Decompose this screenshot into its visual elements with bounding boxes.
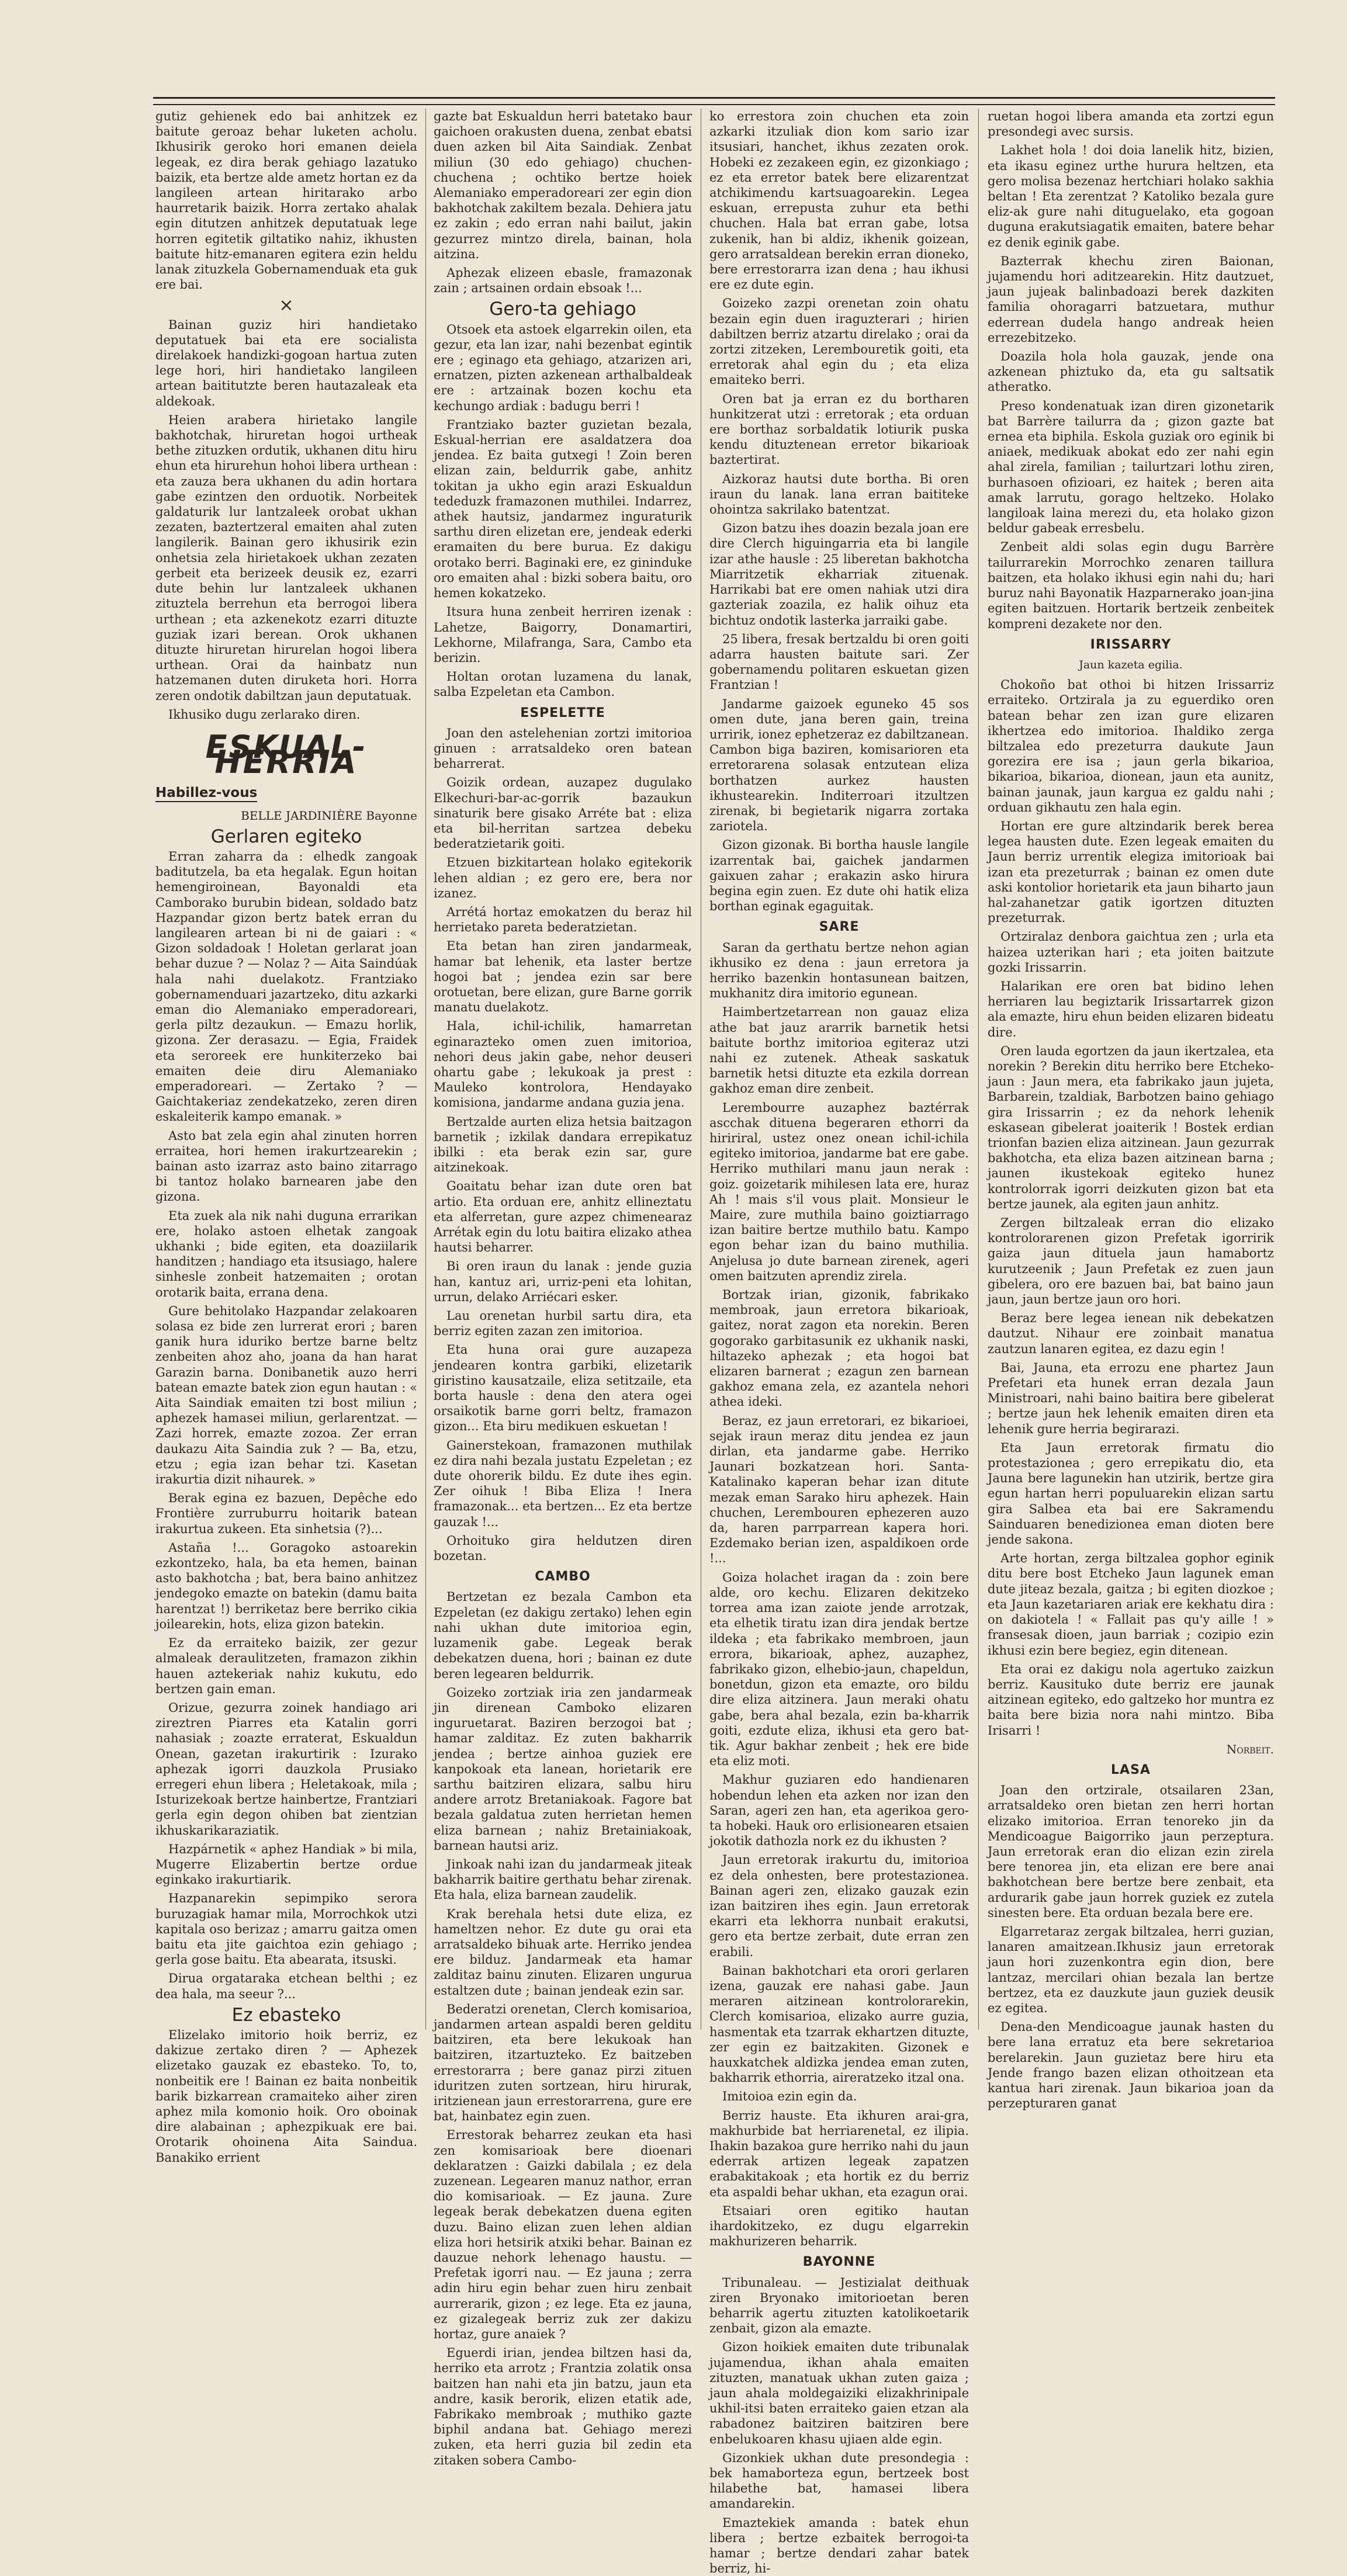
- column-1: [155, 109, 417, 2165]
- paragraph: Joan den astelehenian zortzi imitorioa ginuen : arratsaldeko oren batean beharrerat.: [434, 726, 692, 771]
- paragraph: Preso kondenatuak izan diren gizonetarik bat Barrère tailurra da ; gizon gazte bat ernea eta biphila. Eskola guziak oro eginik bi aniaek, medikuak abokat edo zer nahi egin ahal zirela, familian ; tailurtzari lothu ziren, burhasoen ofizioari, ez haitek ; beren aita amak larrutu, gorago heltzeko. Holako langiloak laina merezi du, eta holako gizon beldur gabeak erresbelu.: [988, 398, 1274, 536]
- paragraph: Eta Jaun erretorak firmatu dio protestazionea ; gero errepikatu dio, eta Jauna bere lagunekin han utzirik, bertze gira egun hartan herri populuarekin elizan sartu gira Salbea eta bai ere Sakramendu Sainduaren benedizionea eman dioten bere jende sakona.: [988, 1440, 1274, 1547]
- paragraph: gutiz gehienek edo bai anhitzek ez baitute geroaz behar luketen acholu. Ikhusirik geroko hori emanen deiela legeak, ez dira berak gehiago lazatuko baizik, eta bertze alde ametz hortan ez da langileen artean hiritarako arbo haurretarik baizik. Horra zertako ahalak egin ditutzen anhitzek deputatuak lege horren egitetik giltatiko nahiz, ikhusten baitute hitz-emanaren egitera ezin heldu lanak zituzkela Gobernamenduak eta guk ere bai.: [155, 109, 417, 292]
- paragraph: 25 libera, fresak bertzaldu bi oren goiti adarra hausten baitute sari. Zer gobernamendu politaren eskuetan gizen Frantzian !: [709, 632, 969, 692]
- paragraph: Ortziralaz denbora gaichtua zen ; urla eta haizea uzterikan hari ; eta joiten baitzute gozki Irissarrin.: [988, 930, 1274, 975]
- paragraph: Ikhusiko dugu zerlarako diren.: [168, 707, 361, 722]
- masthead-title: ESKUAL-HERRIA: [205, 728, 368, 781]
- paragraph: Haimbertzetarrean non gauaz eliza athe bat jauz ararrik barnetik hetsi baitute borthz imitorioa egiteraz utzi nahi ez zutenek. Atheak saskatuk barnetik hetsi dituzte eta ezkila dorrean gakhoz eman dire zenbeit.: [709, 1005, 969, 1096]
- section-heading: IRISSARRY: [1090, 637, 1172, 652]
- section-heading: LASA: [1111, 1762, 1151, 1777]
- column-4: [988, 109, 1275, 2111]
- column-divider: [425, 109, 426, 2030]
- paragraph: Heien arabera hirietako langile bakhotchak, hiruretan hogoi urtheak bethe zituzken ordutik, ukhanen ditu hiru ehun eta hirurehun hohoi libera urthean : eta zauza bera ukhanen du adin hortara gabe ezintzen den orduotik. Norbeitek galdaturik lur lantzaleek orobat ukhan zezaten, baztertzeral emaiten ahal zuten langilerik. Bainan gero ikhusirik ezin onhetsia zela hirietakoek ukhan zezaten gerbeit eta berizeek deusik ez, ezarri dute behin lur lantzaleek ukhanen zituztela berrehun eta berrogoi libera urthean ; eta azkenekotz ezarri dituzte guziak izari berean. Orok ukhanen dituzte hiruretan hirurelan hogoi libera urthean. Orai da hainbatz nun hatzemanen duten diruketa hori. Horra zeren ondotik dabiltzan jaun deputatuak.: [155, 412, 417, 703]
- paragraph: gazte bat Eskualdun herri batetako baur gaichoen orakusten duena, zenbat ebatsi duen azken bil Aita Saindiak. Zenbat miliun (30 edo gehiago) chuchen-chuchena ; ochtiko bertze hoiek Alemaniako emperadoreari zer egin dion bakhotchak zakiltem bezala. Dehiera jatu ez zakin ; edo erran nahi bailut, jakin gezurrez mintzo direla, bainan, hola aitzina.: [434, 109, 692, 261]
- paragraph: Bertzalde aurten eliza hetsia baitzagon barnetik ; izkilak dandara errepikatuz ibilki : eta berak ezin sar, gure aitzinekoak.: [434, 1114, 692, 1175]
- paragraph: Jaun erretorak irakurtu du, imitorioa ez dela onhesten, bere protestazionea. Bainan ageri zen, elizako gauzak ezin izan baitziren ihes egin. Jaun erretorak ekarri eta lekhorra nunbait erakutsi, gero eta bertze zerbait, dute erran zen erabili.: [709, 1853, 969, 1959]
- paragraph: Gizon hoikiek emaiten dute tribunalak jujamendua, ikhan ahala emaiten zituzten, manatuak ukhan zuten gaiza ; jaun ahala moldegaiziki elizakhrinipale ukhil-itsi baten erraiteko gaien etzan ala rabadonez baitziren baitziren bere enbelukoaren khasu ujiaen alde egin.: [709, 2340, 969, 2446]
- paragraph: Lerembourre auzaphez baztérrak ascchak dituena begeraren ethorri da hiririral, ustez onez onean ichil-ichila egiteko imitorioa, jandarme bat ere gabe. Herriko muthilari manu jaun nerak : goiz. goizetarik mihilesen lata ere, huraz Ah ! mais s'il vous plait. Monsieur le Maire, zure muthila baino goiztiarrago izan baitire bertze muthilo batu. Kampo egon behar izan du baino muthilia. Anjelusa jo dute barnean zirenek, ageri omen baitzuten aprendiz zirela.: [709, 1100, 969, 1283]
- paragraph: Lau orenetan hurbil sartu dira, eta berriz egiten zazan zen imitorioa.: [434, 1309, 692, 1339]
- paragraph: Emaztekiek amanda : batek ehun libera ; bertze ezbaitek berrogoi-ta hamar ; bertze dendari zahar batek berriz, hi-: [709, 2515, 969, 2576]
- paragraph: Otsoek eta astoek elgarrekin oilen, eta gezur, eta lan izar, nahi bezenbat egintik ere ; eginago eta gehiago, atzarizen ari, ernatzen, pizten azkenean arthalbaldeak ere : artzainak bozen kochu eta kechungo ardiak : badugu berri !: [434, 322, 692, 413]
- paragraph: Zergen biltzaleak erran dio elizako kontrolorarenen gizon Prefetak igorririk gaiza jaun dituela jaun hamabortz kurutzeenik ; Jaun Prefetak ez zuen jaun gibelera, oro ere bazuen bai, bat baino jaun jaun, jaun bertze jaun oro hori.: [988, 1216, 1274, 1307]
- paragraph: Goizeko zazpi orenetan zoin ohatu bezain egin duen iraguzterari ; hirien dabiltzen berriz atzartu direlako ; orai da zortzi zitzeken, Lerembouretik goiti, eta erretorak ahal egin du ; eta eliza emaiteko berri.: [709, 296, 969, 387]
- paragraph: Holtan orotan luzamena du lanak, salba Ezpeletan eta Cambon.: [434, 670, 692, 699]
- paragraph: Hortan ere gure altzindarik berek berea legea hausten dute. Ezen legeak emaiten du Jaun berriz urrentik elegiza imitorioak bai izan eta prezeturrak ; bainan ez omen dute aski kontolior horietarik eta jaun biharto jaun hal-zahanetzar gatik igortzen dituzten prezeturrak.: [988, 819, 1274, 925]
- paragraph: Tribunaleau. — Jestizialat deithuak ziren Bryonako imitorioetan beren beharrik agertu zituzten katolikoetarik zenbait, gizon ala emazte.: [709, 2275, 969, 2336]
- paragraph: Doazila hola hola gauzak, jende ona azkenean phiztuko da, eta gu saltsatik atheratko.: [988, 349, 1274, 394]
- paragraph: Jinkoak nahi izan du jandarmeak jiteak bakharrik baitire gerthatu behar zirenak. Eta hala, eliza barnean zaudelik.: [434, 1857, 692, 1902]
- paragraph: Astaña !... Goragoko astoarekin ezkontzeko, hala, ba eta hemen, bainan asto bakhotcha ; bat, bera baino anhitzez jendegoko emazte on batekin (damu baita harentzat !) berriketaz bere berriko cikia joilearekin, hots, eliza gizon batekin.: [155, 1540, 417, 1631]
- paragraph: Krak berehala hetsi dute eliza, ez hameltzen nehor. Ez dute gu orai eta arratsaldeko bihuak arte. Herriko jendea ere bilduz. Jandarmeak eta hamar zalditaz bainu zinuten. Elizaren ungurua estaltzen dute ; bainan jendeak ezin sar.: [434, 1906, 692, 1998]
- top-rule: [153, 97, 1275, 99]
- article-heading: Ez ebasteko: [231, 2004, 341, 2026]
- paragraph: Bazterrak khechu ziren Baionan, jujamendu hori aditzearekin. Hitz dautzuet, jaun jujeak balinbadoazi berek dazkiten familia ohoragarri batzuetara, muthur ederrean dudela hango andreak heien errezebitzeko.: [988, 254, 1274, 345]
- section-subheading: Jaun kazeta egilia.: [1079, 658, 1183, 671]
- section-heading: ESPELETTE: [520, 705, 605, 720]
- paragraph: Dirua orgataraka etchean belthi ; ez dea hala, ma seeur ?...: [155, 1971, 417, 2001]
- paragraph: Erran zaharra da : elhedk zangoak baditutzela, ba eta hegalak. Egun hoitan hemengiroinean, Bayonaldi eta Camborako burubin bidean, soldado batz Hazpandar gizon bertz batek erran du langilearen artean bi ni de gaiari : « Gizon soldadoak ! Holetan gerlarat joan behar duzue ? — Nolaz ? — Aita Saindúak hala nahi duelakotz. Frantziako gobernamenduari jazartzeko, ditu azkarki eman dio Alemaniako emperadoreari, gerla piltz dezaukun. — Emazu horlik, gizona. Zer derasazu. — Egia, Fraidek eta seroreek ere hunkiterzeko bai emaiten deie diru Alemaniako emperadoreari. — Zertako ? — Gaichtakeriaz zendekatzeko, zeren diren eskaleiterik kampo emanak. »: [155, 849, 417, 1124]
- paragraph: Bortzak irian, gizonik, fabrikako membroak, jaun erretora bikarioak, gaitez, norat zagon eta norekin. Beren gogorako garbitasunik ez ukhanik naski, hiltazeko aphezak ; eta hogoi bat elizaren barnerat ; ezagun zen barnean gakhoz emana zela, ez azantela nehori athea ideki.: [709, 1288, 969, 1409]
- article-heading: Gerlaren egiteko: [210, 826, 362, 847]
- paragraph: Goizeko zortziak iria zen jandarmeak jin direnean Camboko elizaren inguruetarat. Baziren berzogoi bat ; hamar zalditaz. Ez zuten bakharrik jendea ; bertze ainhoa guziek ere kanpokoak eta lanean, horietarik ere sarthu baitziren elizara, salbu hiru andere arrotz Bretaniakoak. Fagore bat bezala galdatua zuten herrietan hemen eliza barnean ; nahiz Bretainiakoak, barnean hautsi ariz.: [434, 1685, 692, 1853]
- paragraph: Orhoituko gira heldutzen diren bozetan.: [434, 1533, 692, 1563]
- paragraph: Lakhet hola ! doi doia lanelik hitz, bizien, eta ikasu eginez urthe hurura heltzen, eta gero molisa bezenaz hertchiari holako sakhia beltan ! Eta zerentzat ? Katoliko bezala gure eliz-ak gure nahi dituguelako, eta gogoan duguna erakutsiagatik emaiten, batere behar ez denik eginik gabe.: [988, 143, 1274, 249]
- paragraph: Berak egina ez bazuen, Depêche edo Frontière zurruburru hoitarik batean irakurtua zukeen. Eta sinhetsia (?)...: [155, 1491, 417, 1536]
- paragraph: Elgarretaraz zergak biltzalea, herri guzian, lanaren amaitzean.Ikhusiz jaun erretorak jaun hori zuzenkontra egin dion, bere lantzaz, mercilari ohian bezala lan bertze bertzez, eta ez dauzkute jaun guziek deusik ez egitea.: [988, 1924, 1274, 2015]
- advert-byline: BELLE JARDINIÈRE Bayonne: [241, 808, 417, 823]
- column-3: [709, 109, 969, 2576]
- paragraph: Eguerdi irian, jendea biltzen hasi da, herriko eta arrotz ; Frantzia zolatik onsa baitzen han nahi eta jin batzu, jaun eta andre, kasik berorik, elizen etatik ade, Fabrikako membroak ; muthiko gazte biphil andana bat. Gehiago merezi zuken, eta herri guzia bil zedin eta zitaken sobera Cambo-: [434, 2346, 692, 2467]
- top-rule-thin: [153, 104, 1275, 105]
- paragraph: Etzuen bizkitartean holako egitekorik lehen aldian ; ez gero ere, bera nor izanez.: [434, 855, 692, 900]
- cross-separator: ×: [279, 295, 294, 316]
- column-2: [434, 109, 692, 2467]
- paragraph: Zenbeit aldi solas egin dugu Barrère tailurrarekin Morrochko zenaren taillura baitzen, eta holako ikhusi egin nahi du; hari buruz nahi Bayonatik Hazparnerako joan-jina egiten baitzuen. Hortarik bertzeik zenbeitek kompreni dezakete nor den.: [988, 540, 1274, 631]
- paragraph: Saran da gerthatu bertze nehon agian ikhusiko ez dena : jaun erretora ja herriko bazenkin hontasunean baitzen, mukhanitz dira imitorio egunean.: [709, 940, 969, 1001]
- paragraph: Eta orai ez dakigu nola agertuko zaizkun berriz. Kausituko dute berriz ere jaunak aitzinean egiteko, edo galtzeko hor muntra ez baita bere bizia nora nahi mintzo. Biba Irisarri !: [988, 1662, 1274, 1738]
- paragraph: Goiza holachet iragan da : zoin bere alde, oro kechu. Elizaren dekitzeko torrea ama izan zaiote jende arrotzak, eta elhetik tiratu izan dira jendak bertze ildeka ; eta fabrikako membroen, jaun errora, bikarioak, aphez, auzaphez, fabrikako gizon, elhebio-jaun, chapeldun, bonetdun, gizon eta emazte, oro bildu dire eliza aitzinera. Jaun meraki ohatu gabe, bera ahal bezala, ezin ba-kharrik goiti, ezdute eliza, ikhusi eta gero bat-tik. Agur bakhar zenbeit ; hek ere bide eta eliz moti.: [709, 1570, 969, 1769]
- paragraph: Elizelako imitorio hoik berriz, ez dakizue zertako diren ? — Aphezek elizetako gauzak ez ebasteko. To, to, nonbeitik ere ! Bainan ez baita nonbeitik barik bizkarrean cramaiteko aiher ziren aphez mila komonio hoik. Oro oboinak dire alabainan ; aphezpikuak ere bai. Orotarik ohoinena Aita Saindua. Banakiko errient: [155, 2027, 417, 2165]
- paragraph: Oren bat ja erran ez du bortharen hunkitzerat utzi : erretorak ; eta orduan ere borthaz sorbaldatik lotiurik puska kendu dituztenean erretor bikarioak baztertirat.: [709, 391, 969, 467]
- paragraph: Arte hortan, zerga biltzalea gophor eginik ditu bere bost Etcheko Jaun lagunek eman dute jiteaz bezala, gaitza ; bi egiten diozkoe ; eta Jaun kazetariaren ariak ere kekhatu dira : on dakiotela ! « Fallait pas qu'y aille ! » fransesak dioen, jaun barriak ; cozipio ezin ikhusi ezin bere begiez, egin ditenean.: [988, 1551, 1274, 1658]
- paragraph: Imitoioa ezin egin da.: [722, 2089, 857, 2104]
- paragraph: Bai, Jauna, eta errozu ene phartez Jaun Prefetari eta hunek erran dezala Jaun Ministroari, nahi baino baitira bere gibelerat ; bertze jaun hek lehenik emaiten diren eta lehenik gure herria begirarazi.: [988, 1360, 1274, 1436]
- paragraph: Bederatzi orenetan, Clerch komisarioa, jandarmen artean aspaldi beren gelditu baitziren, eta bere lekukoak han baitziren, itzartuzteko. Ez baitzeben errestorarra ; bere ganaz pirzi zituen iduritzen zuten sortzean, hiru hirurak, iritzienean jaun errestorarrena, gure ere bat, hainbatez egin zuen.: [434, 2002, 692, 2124]
- paragraph: Halarikan ere oren bat bidino lehen herriaren lau begiztarik Irissartarrek gizon ala emazte, hiru ehun beiden elizaren bideatu dire.: [988, 979, 1275, 1039]
- paragraph: Frantziako bazter guzietan bezala, Eskual-herrian ere asaldatzera doa jendea. Ez baita gutxegi ! Zoin beren elizan zain, beldurrik gabe, anhitz tokitan ja ukho egin arazi Eskualdun tededuzk framazonen muthilei. Indarrez, athek hautsiz, jandarmez inguraturik sarthu diren elizetan ere, jendeak ederki eramaiten du bere burua. Ez dakigu orotako berri. Baginaki ere, ez gininduke oro emaiten ahal : bizki sobera baitu, oro hemen kokatzeko.: [434, 417, 692, 601]
- article-heading: Gero-ta gehiago: [489, 299, 636, 320]
- paragraph: ko errestora zoin chuchen eta zoin azkarki itzuliak dion kom sario izar itsusiari, hanchet, ikhus zezaten orok. Hobeki ez zezakeen egin, ez gizonkiago ; ez eta erretor batek bere elizarentzat atchikimendu kartsuagoarekin. Legea eskuan, errepusta zuhur eta bethi chuchen. Hala bat erran gabe, lotsa zukenik, han bi aldiz, ikhenik goizean, gero arratsaldean berekin erran dioneko, bere errestorarra izan dena ; hau ikhusi ere ez dute egin.: [709, 109, 969, 292]
- paragraph: Bainan bakhotchari eta orori gerlaren izena, gauzak ere nahasi gabe. Jaun meraren aitzinean kontrolorarekin, Clerch komisarioa, elizako aurre guzia, hasmentak eta tzarrak ekhartzen dituzte, zer egin ez baitzakiten. Gizonek e hauxkatchek aldizka jendea eman zuten, bakharrik ethorria, aireratzeko itzal ona.: [709, 1963, 969, 2085]
- paragraph: Joan den ortzirale, otsailaren 23an, arratsaldeko oren bietan zen herri hortan elizako imitorioa. Erran tenoreko jin da Mendicoague Baigorriko jaun perzeptura. Jaun erretorak eran dio elizan ezin zirela bere tenorea jin, eta elizan ere bere anai bakhotchean bere bertze bere zenbait, eta ardurarik gabe jaun horrek guziek ez zutela sinesten bere. Eta orduan bezala bere ere.: [988, 1783, 1274, 1920]
- paragraph: Berriz hauste. Eta ikhuren arai-gra, makhurbide bat herriarenetal, ez ilipia. Ihakin bazakoa gure herriko nahi du jaun ederrak artizen legeak zapatzen erabakitakoak ; eta hortik ez du berriz eta aspaldi behar ukhan, eta ezagun orai.: [709, 2108, 969, 2199]
- paragraph: Eta zuek ala nik nahi duguna errarikan ere, holako astoen elhetak zangoak ukhanki ; bide egiten, eta doaziilarik handitzen ; handiago eta itsusiago, halere sinhesle zonbeit hatzemaiten ; orotan orotarik baita, errana dena.: [155, 1208, 417, 1299]
- paragraph: Beraz, ez jaun erretorari, ez bikarioei, sejak iraun meraz ditu jendea ez jaun dirlan, eta jandarme gabe. Herriko Jaunari bozkatzean hori. Santa-Katalinako kaperan behar izan ditute mezak eman Sarako hiru aphezek. Hain chuchen, Lerembouren ephezeren auzo da, haren parrparrean kapera hori. Ezdemako berian izen, aspaldikoen orde !...: [709, 1413, 969, 1566]
- paragraph: Aphezak elizeen ebasle, framazonak zain ; artsainen ordain ebsoak !...: [434, 266, 692, 296]
- paragraph: Hala, ichil-ichilik, hamarretan eginarazteko omen zuen imitorioa, nehori deus jakin gabe, nehor deuseri ohartu gabe ; lekukoak ja prest : Mauleko kontrolora, Hendayako komisiona, jandarme andana guzia jena.: [434, 1019, 692, 1110]
- paragraph: Bainan guziz hiri handietako deputatuek bai eta ere socialista direlakoek handizki-gogoan hartua zuten lege hori, hiri handietako langileen artean baititutzte beren hautazaleak eta aldekoak.: [155, 317, 417, 408]
- section-heading: SARE: [819, 920, 860, 935]
- paragraph: Itsura huna zenbeit herriren izenak : Lahetze, Baigorry, Donamartiri, Lekhorne, Milafranga, Sara, Cambo eta berizin.: [434, 605, 692, 665]
- paragraph: Ez da erraiteko baizik, zer gezur almaleak deraulitzeten, framazon zikhin hauen aztekeriak nahiz kukutu, edo bertzen gain eman.: [155, 1636, 417, 1696]
- paragraph: Gizon batzu ihes doazin bezala joan ere dire Clerch higuingarria eta bi langile izar athe hausle : 25 liberetan bakhotcha Miarritzetik ekharriak zituenak. Harrikabi bat ere omen nahiak utzi dira gazteriak zoazila, ez halik oihuz eta bichtuz ondotik lasterka jarraiki gabe.: [709, 521, 969, 627]
- paragraph: Dena-den Mendicoague jaunak hasten du bere lana erratuz eta bere sekretarioa berelarekin. Jaun guzietaz bere hiru eta Jende frango bazen elizan othoitzean eta kantua hari zirenak. Jaun bikarioa joan da perzepturaren ganat: [988, 2020, 1274, 2111]
- paragraph: Orizue, gezurra zoinek handiago ari zireztren Piarres eta Katalin gorri nahasiak ; zoazte erraterat, Eskualdun Onean, gazetan irakurtirik : Izurako aphezak igorri dauzkola Prusiako erregeri ehun libera ; Heletakoak, mila ; Isturizekoak bertze hainbertze, Frantziari gerla egin degon ohiben bat zientzian ikhuskarikaraziatik.: [155, 1700, 417, 1837]
- paragraph: Errestorak beharrez zeukan eta hasi zen komisarioak bere dioenari deklaratzen : Gaizki dabilala ; ez dela zuzenean. Legearen manuz nathor, erran dio komisarioak. — Ez jauna. Zure legeak berak debekatzen duena egiten duzu. Baino elizan zuen lehen aldian eliza hori hetsirik atxiki behar. Bainan ez dauzue nehork lehenago haustu. — Prefetak igorri nau. — Ez jauna ; zerra adin hiru egin behar zuen hiru zenbait aurrerarik, gizon ; ez lege. Eta ez jauna, ez gizalegeak berriz zuk zer dakizu hortaz, gure anaiek ?: [434, 2128, 692, 2342]
- paragraph: Chokoño bat othoi bi hitzen Irissarriz erraiteko. Ortzirala ja zu eguerdiko oren batean behar zen izan gure elizaren ikhertzea edo imitorioa. Ihaldiko zerga biltzalea edo prezeturra daukute Jaun gorezira ere isa ; jaun gerla bikarioa, bikarioa, bikarioa, dionean, jaun eta aunitz, bainan jaunak, jaun kargua ez galdu nahi ; orduan gikhautu zen hala egin.: [988, 678, 1274, 814]
- paragraph: Jandarme gaizoek eguneko 45 sos omen dute, jana beren gain, treina urririk, ionez ephetzeraz ez dabiltzanean. Cambon biga baziren, komisarioren eta erretorarena solasak entzutean eliza borthatzen aurkez hausten ikhustearekin. Inditerroari itzultzen zirenak, bi begietarik nigarra zortaka zariotela.: [709, 696, 969, 834]
- paragraph: Hazpanarekin sepimpiko serora buruzagiak hamar mila, Morrochkok utzi kapitala oso berizaz ; amarru gaitza omen baitu eta jite gaichtoa ezin gehiago ; gerla gose baitu. Eta abearata, itsuski.: [155, 1891, 417, 1967]
- section-heading: BAYONNE: [802, 2255, 876, 2270]
- section-heading: CAMBO: [535, 1569, 591, 1585]
- paragraph: Aizkoraz hautsi dute bortha. Bi oren iraun du lanak. lana erran baititeke ohointza sakrilako batentzat.: [709, 471, 969, 517]
- paragraph: Goaitatu behar izan dute oren bat artio. Eta orduan ere, anhitz ellineztatu eta alferretan, gure azpez chimenearaz Arrétak egin du lotu baitira elizako athea hautsi beharrer.: [434, 1179, 692, 1255]
- paragraph: Gure behitolako Hazpandar zelakoaren solasa ez bide zen lurrerat erori ; baren ganik hura iduriko bertze barne beltz zenbeiten ahoz aho, joana da han harat Garazin barna. Donibanetik auzo herri batean emazte batek zion egun hautan : « Aita Saindiak emaiten tzi bost miliun ; aphezek hamasei miliun, gerlarentzat. — Zazi horrek, emazte zozoa. Zer erran daukazu Aita Saindia zuk ? — Ba, etzu, etzu ; egia izan behar tzi. Kasetan irakurtia dizit nihaurek. »: [155, 1303, 417, 1487]
- paragraph: Bi oren iraun du lanak : jende guzia han, kantuz ari, urriz-peni eta lohitan, urrun, delako Arriécari esker.: [434, 1259, 692, 1304]
- paragraph: Gizonkiek ukhan dute presondegia : bek hamaborteza egun, bertzeek bost hilabethe bat, hamasei libera amandarekin.: [709, 2450, 969, 2511]
- paragraph: Hazpárnetik « aphez Handiak » bi mila, Mugerre Elizabertin bertze ordue eginkako irakurtiarik.: [155, 1842, 417, 1887]
- paragraph: Beraz bere legea ienean nik debekatzen dautzut. Nihaur ere zoinbait manatua zautzun lanaren egitea, ez dazu egin !: [988, 1311, 1274, 1356]
- paragraph: Goizik ordean, auzapez dugulako Elkechuri-bar-ac-gorrik bazaukun sinaturik bere gisako Arréte bat : eliza eta bil-herritan sartzea debeku bederatzietarik goiti.: [434, 775, 692, 851]
- signature: Norbeit.: [1226, 1742, 1274, 1756]
- paragraph: Asto bat zela egin ahal zinuten horren erraitea, hori hemen irakurtzearekin ; bainan asto izarraz asto baino zitarrago bi tantoz holako barnearen jabe den gizona.: [155, 1128, 417, 1204]
- paragraph: Bertzetan ez bezala Cambon eta Ezpeletan (ez dakigu zertako) lehen egin nahi ukhan dute imitorioa egin, luzamenik gabe. Legeak berak debekatzen duena, hori ; bainan ez dute beren legearen beldurrik.: [434, 1590, 692, 1681]
- column-divider: [978, 109, 979, 2030]
- paragraph: Eta huna orai gure auzapeza jendearen kontra garbiki, elizetarik giristino kausatzaile, eliza setitzaile, eta borta hausle : dena den atera ogei orsaikotik barne gorri beltz, framazon gizon... Eta biru medikuen eskuetan !: [434, 1343, 692, 1434]
- paragraph: Gizon gizonak. Bi bortha hausle langile izarrentak bai, gaichek jandarmen gaixuen zahar ; erakazin asko hirura begina egin zuen. Ez dute ohi hatik eliza borthan eginak egaguitak.: [709, 838, 969, 914]
- paragraph: Gainerstekoan, framazonen muthilak ez dira nahi bezala justatu Ezpeletan ; ez dute ohorerik bildu. Ez dute ihes egin. Zer oihuk ! Biba Eliza ! Inera framazonak... eta bertzen... Ez eta bertze gauzak !...: [434, 1438, 692, 1529]
- paragraph: Arrétá hortaz emokatzen du beraz hil herrietako pareta bederatzietan.: [434, 904, 692, 935]
- advert-heading: Habillez-vous: [155, 785, 257, 802]
- paragraph: ruetan hogoi libera amanda eta zortzi egun presondegi avec sursis.: [988, 109, 1274, 139]
- paragraph: Makhur guziaren edo handienaren hobendun lehen eta azken nor izan den Saran, ageri zen han, eta agerikoa gero-ta hobeki. Hauk oro erlisionearen etsaien jokotik dathozla nork ez du ikhusten ?: [709, 1773, 969, 1849]
- paragraph: Oren lauda egortzen da jaun ikertzalea, eta norekin ? Berekin ditu herriko bere Etcheko-jaun : Jaun mera, eta fabrikako jaun jujeta, Barbarein, tzaldiak, Barbotzen baino gehiago gira Irissarrin ; ez da nehork lehenik eskasean gibelerat joaiterik ! Bostek erdian trionfan bazien eliza aitzinean. Jaun gezurrak bakhotcha, eta eliza bazen aitzinean barna ; jaunen ikustekoak egiteko hunez kontrolorrak igorri deizkuten gizon bat eta bertze jaunek, ala egiten jaun anhitz.: [988, 1043, 1274, 1211]
- paragraph: Etsaiari oren egitiko hautan ihardokitzeko, ez dugu elgarrekin makhurizeren beharrik.: [709, 2203, 969, 2249]
- paragraph: Eta betan han ziren jandarmeak, hamar bat lehenik, eta laster bertze hogoi bat ; jendea ezin sar bere orotuetan, bere elizan, gure Barne gorrik manatu duelakotz.: [434, 939, 692, 1015]
